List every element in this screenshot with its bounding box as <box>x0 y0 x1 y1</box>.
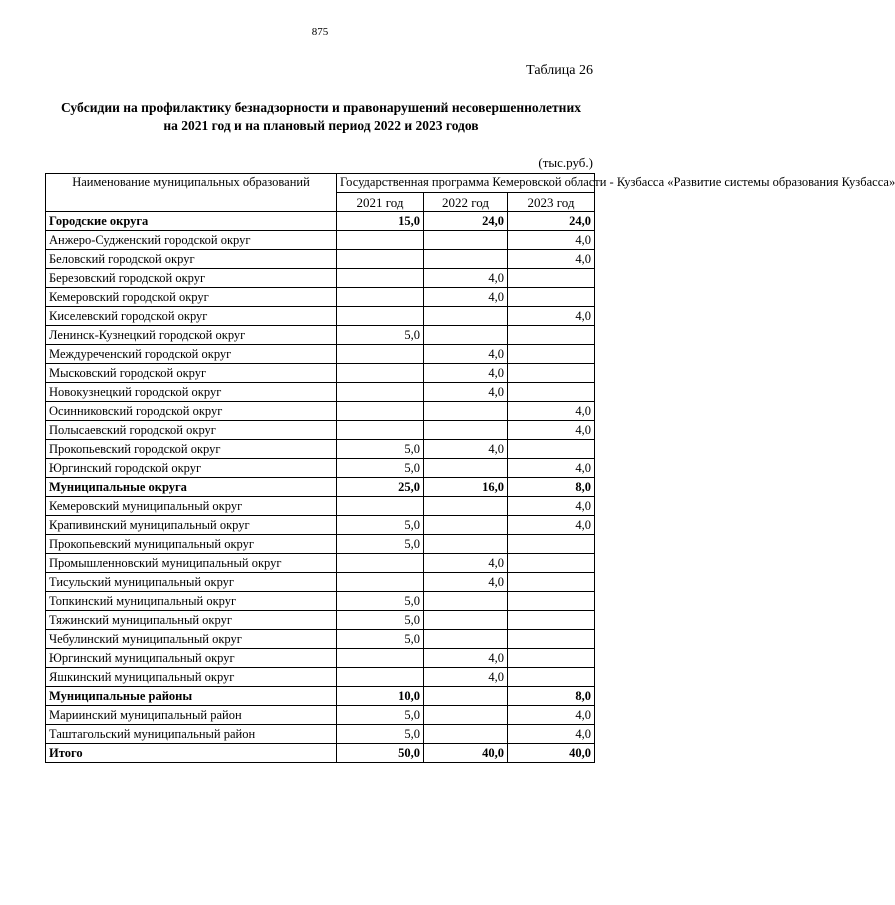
municipality-name: Таштагольский муниципальный район <box>46 725 337 744</box>
value-2023: 24,0 <box>508 212 595 231</box>
value-2023: 4,0 <box>508 516 595 535</box>
table-row <box>46 611 595 630</box>
value-2021 <box>337 554 424 573</box>
value-2022 <box>424 516 508 535</box>
municipality-name: Киселевский городской округ <box>46 307 337 326</box>
value-2023: 4,0 <box>508 250 595 269</box>
value-2023 <box>508 440 595 459</box>
value-2023 <box>508 269 595 288</box>
table-row <box>46 478 595 497</box>
header-program: Государственная программа Кемеровской области - Кузбасса «Развитие системы образования Кузбасса» <box>337 174 595 193</box>
municipality-name: Промышленновский муниципальный округ <box>46 554 337 573</box>
header-year-2021: 2021 год <box>337 193 424 212</box>
table-row <box>46 573 595 592</box>
value-2022 <box>424 402 508 421</box>
value-2021 <box>337 402 424 421</box>
value-2022 <box>424 421 508 440</box>
value-2023: 4,0 <box>508 459 595 478</box>
value-2022: 4,0 <box>424 269 508 288</box>
table-row <box>46 592 595 611</box>
table-row <box>46 497 595 516</box>
municipality-name: Крапивинский муниципальный округ <box>46 516 337 535</box>
table-row <box>46 630 595 649</box>
table-row <box>46 212 595 231</box>
table-row <box>46 516 595 535</box>
header-year-2023: 2023 год <box>508 193 595 212</box>
value-2021: 5,0 <box>337 611 424 630</box>
municipality-name: Прокопьевский муниципальный округ <box>46 535 337 554</box>
value-2021: 5,0 <box>337 725 424 744</box>
value-2021 <box>337 269 424 288</box>
value-2023 <box>508 288 595 307</box>
table-row <box>46 288 595 307</box>
value-2022: 4,0 <box>424 345 508 364</box>
value-2022 <box>424 459 508 478</box>
municipality-name: Анжеро-Судженский городской округ <box>46 231 337 250</box>
municipality-name: Прокопьевский городской округ <box>46 440 337 459</box>
table-body <box>46 212 595 763</box>
municipality-name: Муниципальные районы <box>46 687 337 706</box>
value-2023 <box>508 535 595 554</box>
header-year-2022: 2022 год <box>424 193 508 212</box>
value-2023: 4,0 <box>508 421 595 440</box>
value-2021 <box>337 497 424 516</box>
table-row <box>46 440 595 459</box>
table-row <box>46 307 595 326</box>
value-2023 <box>508 649 595 668</box>
value-2021 <box>337 288 424 307</box>
value-2021: 5,0 <box>337 630 424 649</box>
municipality-name: Кемеровский муниципальный округ <box>46 497 337 516</box>
value-2022 <box>424 326 508 345</box>
table-row <box>46 345 595 364</box>
value-2021: 5,0 <box>337 706 424 725</box>
value-2022 <box>424 630 508 649</box>
value-2023: 4,0 <box>508 725 595 744</box>
table-row <box>46 554 595 573</box>
value-2023: 8,0 <box>508 478 595 497</box>
value-2022 <box>424 725 508 744</box>
value-2022: 4,0 <box>424 383 508 402</box>
value-2023 <box>508 573 595 592</box>
table-row <box>46 459 595 478</box>
municipality-name: Тяжинский муниципальный округ <box>46 611 337 630</box>
municipality-name: Тисульский муниципальный округ <box>46 573 337 592</box>
table-row <box>46 421 595 440</box>
value-2021: 25,0 <box>337 478 424 497</box>
value-2022: 4,0 <box>424 649 508 668</box>
value-2021: 5,0 <box>337 592 424 611</box>
municipality-name: Кемеровский городской округ <box>46 288 337 307</box>
municipality-name: Топкинский муниципальный округ <box>46 592 337 611</box>
value-2022 <box>424 497 508 516</box>
header-name-column: Наименование муниципальных образований <box>46 174 337 212</box>
municipality-name: Чебулинский муниципальный округ <box>46 630 337 649</box>
table-row <box>46 383 595 402</box>
value-2021 <box>337 383 424 402</box>
value-2021 <box>337 231 424 250</box>
page-number: 875 <box>311 26 329 38</box>
units-label: (тыс.руб.) <box>538 155 593 170</box>
value-2021: 5,0 <box>337 535 424 554</box>
table-row <box>46 326 595 345</box>
table-row <box>46 269 595 288</box>
value-2021: 50,0 <box>337 744 424 763</box>
value-2022 <box>424 706 508 725</box>
municipality-name: Междуреченский городской округ <box>46 345 337 364</box>
table-label: Таблица 26 <box>526 63 593 78</box>
table-row <box>46 231 595 250</box>
value-2021 <box>337 421 424 440</box>
page-title <box>60 99 582 135</box>
municipality-name: Осинниковский городской округ <box>46 402 337 421</box>
municipality-name: Яшкинский муниципальный округ <box>46 668 337 687</box>
value-2022: 40,0 <box>424 744 508 763</box>
value-2023 <box>508 554 595 573</box>
title-line-1: Субсидии на профилактику безнадзорности и правонарушений несовершеннолетних <box>61 100 581 115</box>
value-2023: 4,0 <box>508 497 595 516</box>
value-2023: 40,0 <box>508 744 595 763</box>
table-row <box>46 744 595 763</box>
table-row <box>46 668 595 687</box>
value-2021: 5,0 <box>337 516 424 535</box>
value-2022: 4,0 <box>424 554 508 573</box>
municipality-name: Городские округа <box>46 212 337 231</box>
value-2023 <box>508 592 595 611</box>
value-2021: 5,0 <box>337 326 424 345</box>
value-2022: 4,0 <box>424 668 508 687</box>
value-2023: 4,0 <box>508 402 595 421</box>
table-row <box>46 649 595 668</box>
municipality-name: Юргинский муниципальный округ <box>46 649 337 668</box>
value-2022: 4,0 <box>424 364 508 383</box>
value-2023: 4,0 <box>508 706 595 725</box>
municipality-name: Мариинский муниципальный район <box>46 706 337 725</box>
municipality-name: Юргинский городской округ <box>46 459 337 478</box>
table-row <box>46 725 595 744</box>
value-2022 <box>424 592 508 611</box>
value-2022 <box>424 231 508 250</box>
value-2022 <box>424 611 508 630</box>
value-2023 <box>508 383 595 402</box>
municipality-name: Итого <box>46 744 337 763</box>
value-2022 <box>424 687 508 706</box>
value-2023: 8,0 <box>508 687 595 706</box>
value-2021 <box>337 250 424 269</box>
value-2022: 16,0 <box>424 478 508 497</box>
value-2021: 15,0 <box>337 212 424 231</box>
table-row <box>46 687 595 706</box>
value-2023 <box>508 364 595 383</box>
value-2023 <box>508 668 595 687</box>
municipality-name: Беловский городской округ <box>46 250 337 269</box>
value-2021 <box>337 364 424 383</box>
value-2022 <box>424 535 508 554</box>
value-2023: 4,0 <box>508 307 595 326</box>
value-2021 <box>337 668 424 687</box>
municipality-name: Новокузнецкий городской округ <box>46 383 337 402</box>
value-2021 <box>337 307 424 326</box>
table-row <box>46 402 595 421</box>
value-2021: 5,0 <box>337 440 424 459</box>
table-row <box>46 706 595 725</box>
value-2021 <box>337 573 424 592</box>
value-2022 <box>424 250 508 269</box>
table-row <box>46 535 595 554</box>
table-row <box>46 364 595 383</box>
value-2023 <box>508 326 595 345</box>
title-line-2: на 2021 год и на плановый период 2022 и 2023 годов <box>163 118 479 133</box>
municipality-name: Березовский городской округ <box>46 269 337 288</box>
municipality-name: Ленинск-Кузнецкий городской округ <box>46 326 337 345</box>
value-2023 <box>508 630 595 649</box>
value-2021 <box>337 649 424 668</box>
value-2022: 4,0 <box>424 573 508 592</box>
value-2023 <box>508 345 595 364</box>
municipality-name: Полысаевский городской округ <box>46 421 337 440</box>
subsidies-table <box>45 173 895 763</box>
value-2023: 4,0 <box>508 231 595 250</box>
municipality-name: Муниципальные округа <box>46 478 337 497</box>
value-2022 <box>424 307 508 326</box>
value-2021: 10,0 <box>337 687 424 706</box>
value-2023 <box>508 611 595 630</box>
value-2022: 4,0 <box>424 440 508 459</box>
value-2022: 24,0 <box>424 212 508 231</box>
municipality-name: Мысковский городской округ <box>46 364 337 383</box>
value-2021: 5,0 <box>337 459 424 478</box>
value-2021 <box>337 345 424 364</box>
table-row <box>46 250 595 269</box>
value-2022: 4,0 <box>424 288 508 307</box>
